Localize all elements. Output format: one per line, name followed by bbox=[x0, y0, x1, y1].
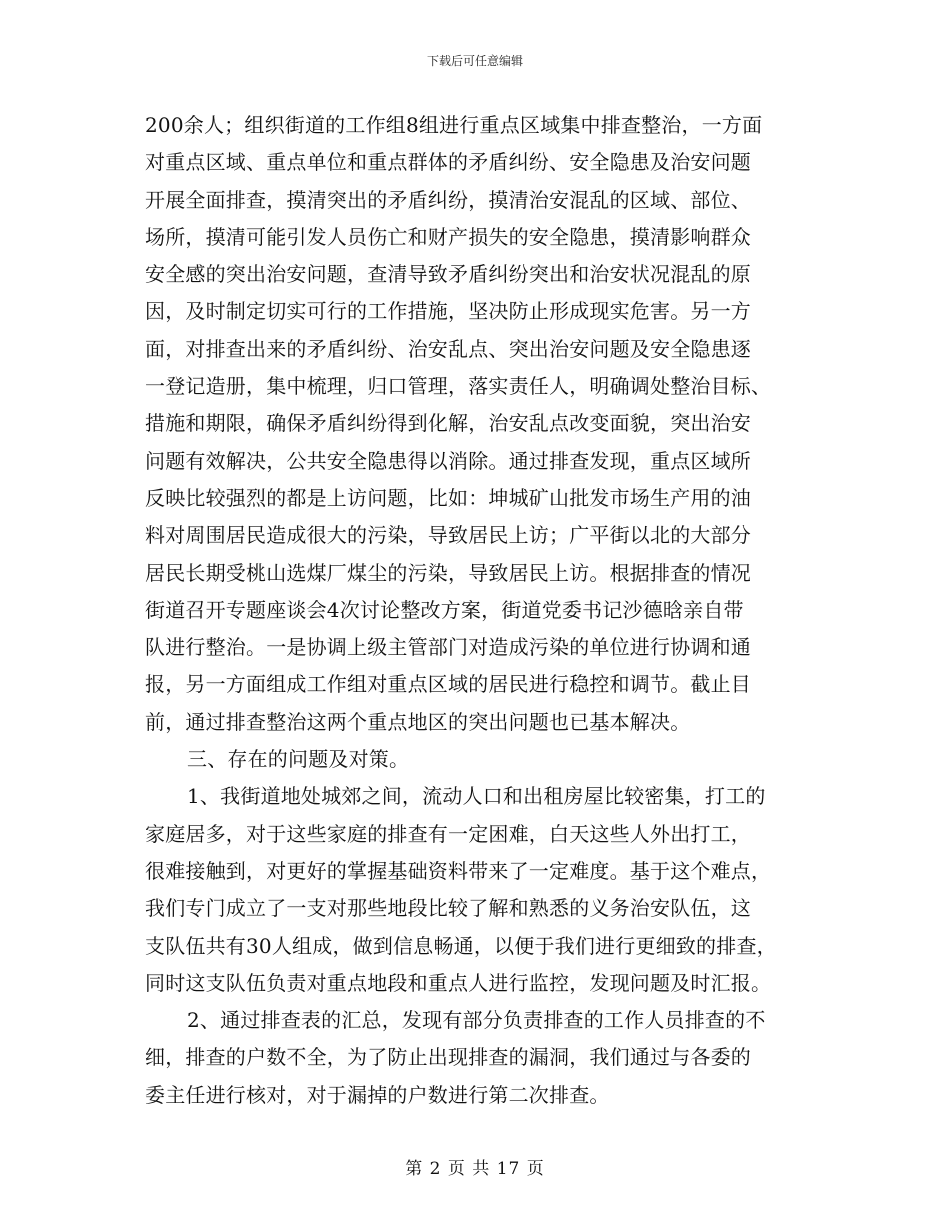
text-line: 报，另一方面组成工作组对重点区域的居民进行稳控和调节。截止目 bbox=[145, 672, 751, 697]
text-line: 问题有效解决，公共安全隐患得以消除。通过排查发现，重点区域所 bbox=[145, 448, 751, 473]
text-line: 支队伍共有30人组成，做到信息畅通，以便于我们进行更细致的排查， bbox=[145, 933, 777, 958]
text-line: 前，通过排查整治这两个重点地区的突出问题也已基本解决。 bbox=[145, 709, 691, 734]
text-line: 街道召开专题座谈会4次讨论整改方案，街道党委书记沙德晗亲自带 bbox=[145, 597, 744, 622]
section-heading: 三、存在的问题及对策。 bbox=[187, 747, 410, 772]
text-line: 场所，摸清可能引发人员伤亡和财产损失的安全隐患，摸清影响群众 bbox=[145, 224, 751, 249]
text-line: 同时这支队伍负责对重点地段和重点人进行监控，发现问题及时汇报。 bbox=[145, 970, 772, 995]
text-line: 开展全面排查，摸清突出的矛盾纠纷，摸清治安混乱的区域、部位、 bbox=[145, 187, 751, 212]
text-line: 200余人；组织街道的工作组8组进行重点区域集中排查整治，一方面 bbox=[145, 113, 763, 137]
text-line: 面，对排查出来的矛盾纠纷、治安乱点、突出治安问题及安全隐患逐 bbox=[145, 336, 751, 361]
text-line: 居民长期受桃山选煤厂煤尘的污染，导致居民上访。根据排查的情况 bbox=[145, 560, 751, 585]
text-line: 我们专门成立了一支对那些地段比较了解和熟悉的义务治安队伍，这 bbox=[145, 896, 751, 921]
document-body bbox=[145, 107, 810, 1114]
text-line: 料对周围居民造成很大的污染，导致居民上访；广平街以北的大部分 bbox=[145, 523, 751, 548]
text-line: 1、我街道地处城郊之间，流动人口和出租房屋比较密集，打工的 bbox=[187, 784, 766, 809]
text-line: 安全感的突出治安问题，查清导致矛盾纠纷突出和治安状况混乱的原 bbox=[145, 262, 751, 287]
page-footer: 第 2 页 共 17 页 bbox=[405, 1159, 545, 1179]
text-line: 队进行整治。一是协调上级主管部门对造成污染的单位进行协调和通 bbox=[145, 635, 751, 660]
text-line: 2、通过排查表的汇总，发现有部分负责排查的工作人员排查的不 bbox=[187, 1008, 766, 1033]
page-header: 下载后可任意编辑 bbox=[426, 54, 523, 68]
text-line: 一登记造册，集中梳理，归口管理，落实责任人，明确调处整治目标、 bbox=[145, 374, 772, 399]
text-line: 因，及时制定切实可行的工作措施，坚决防止形成现实危害。另一方 bbox=[145, 299, 751, 324]
text-line: 很难接触到，对更好的掌握基础资料带来了一定难度。基于这个难点， bbox=[145, 858, 772, 883]
text-line: 细，排查的户数不全，为了防止出现排查的漏洞，我们通过与各委的 bbox=[145, 1045, 751, 1070]
text-line: 反映比较强烈的都是上访问题，比如：坤城矿山批发市场生产用的油 bbox=[145, 485, 751, 510]
text-line: 家庭居多，对于这些家庭的排查有一定困难，白天这些人外出打工， bbox=[145, 821, 751, 846]
text-line: 对重点区域、重点单位和重点群体的矛盾纠纷、安全隐患及治安问题 bbox=[145, 150, 751, 175]
text-line: 委主任进行核对，对于漏掉的户数进行第二次排查。 bbox=[145, 1082, 610, 1107]
text-line: 措施和期限，确保矛盾纠纷得到化解，治安乱点改变面貌，突出治安 bbox=[145, 411, 751, 436]
